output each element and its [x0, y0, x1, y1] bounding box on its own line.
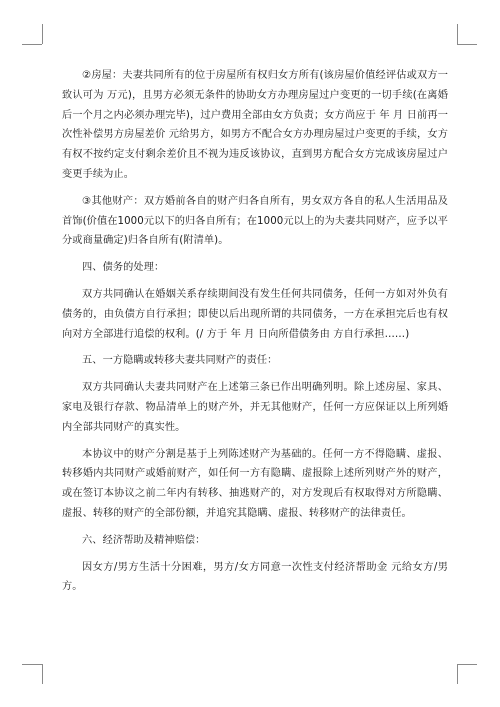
crop-mark-bottom-left — [42, 664, 43, 684]
section-heading-economic-help: 六、经济帮助及精神赔偿： — [82, 534, 206, 546]
crop-mark-top-right — [457, 24, 458, 44]
document-body — [62, 66, 448, 604]
crop-mark-bottom-left — [22, 664, 42, 665]
crop-mark-top-right — [457, 44, 477, 45]
paragraph-economic-help: 因女方/男方生活十分困难，男方/女方同意一次性支付经济帮助金 元给女方/男方。 — [62, 561, 448, 593]
paragraph-other-property: ③其他财产：双方婚前各自的财产归各自所有，男女双方各自的私人生活用品及首饰(价值在1000元以下的归各自所有；在1000元以上的为夫妻共同财产，应予以平分或商量确定)归各自所有(附清单)。 — [62, 195, 448, 247]
crop-mark-bottom-right — [457, 664, 477, 665]
paragraph-concealment-2: 本协议中的财产分割是基于上列陈述财产为基础的。任何一方不得隐瞒、虚报、转移婚内共同财产或婚前财产，如任何一方有隐瞒、虚报除上述所列财产外的财产，或在签订本协议之前二年内有转移、抽逃财产的，对方发现后有权取得对方所隐瞒、虚报、转移的财产的全部份额，并追究其隐瞒、虚报、转移财产的法律责任。 — [62, 448, 448, 519]
section-heading-debts: 四、债务的处理： — [82, 262, 165, 274]
paragraph-concealment-1: 双方共同确认夫妻共同财产在上述第三条已作出明确列明。除上述房屋、家具、家电及银行存款、物品清单上的财产外，并无其他财产，任何一方应保证以上所列婚内全部共同财产的真实性。 — [62, 382, 448, 433]
crop-mark-top-left — [42, 24, 43, 44]
crop-mark-top-left — [22, 44, 42, 45]
paragraph-house-clause: ②房屋：夫妻共同所有的位于房屋所有权归女方所有(该房屋价值经评估或双方一致认可为 万元)，且男方必须无条件的协助女方办理房屋过户变更的一切手续(在离婚后一个月之内必须办理完毕)，过户费用全部由女方负责；女方尚应于 年 月 日前再一次性补偿男方房屋差价 元给男方，如男方不配合女方办理房屋过户变更的手续，女方有权不按约定支付剩余差价且不视为违反该协议，直到男方配合女方完成该房屋过户变更手续为止。 — [62, 70, 448, 180]
crop-mark-bottom-right — [457, 664, 458, 684]
section-heading-concealment: 五、一方隐瞒或转移夫妻共同财产的责任： — [82, 355, 278, 367]
paragraph-debts: 双方共同确认在婚姻关系存续期间没有发生任何共同债务，任何一方如对外负有债务的，由负债方自行承担；即使以后出现所谓的共同债务，一方在承担完后也有权向对方全部进行追偿的权利。(/ 方于 年 月 日向所借债务由 方自行承担……) — [62, 288, 448, 340]
